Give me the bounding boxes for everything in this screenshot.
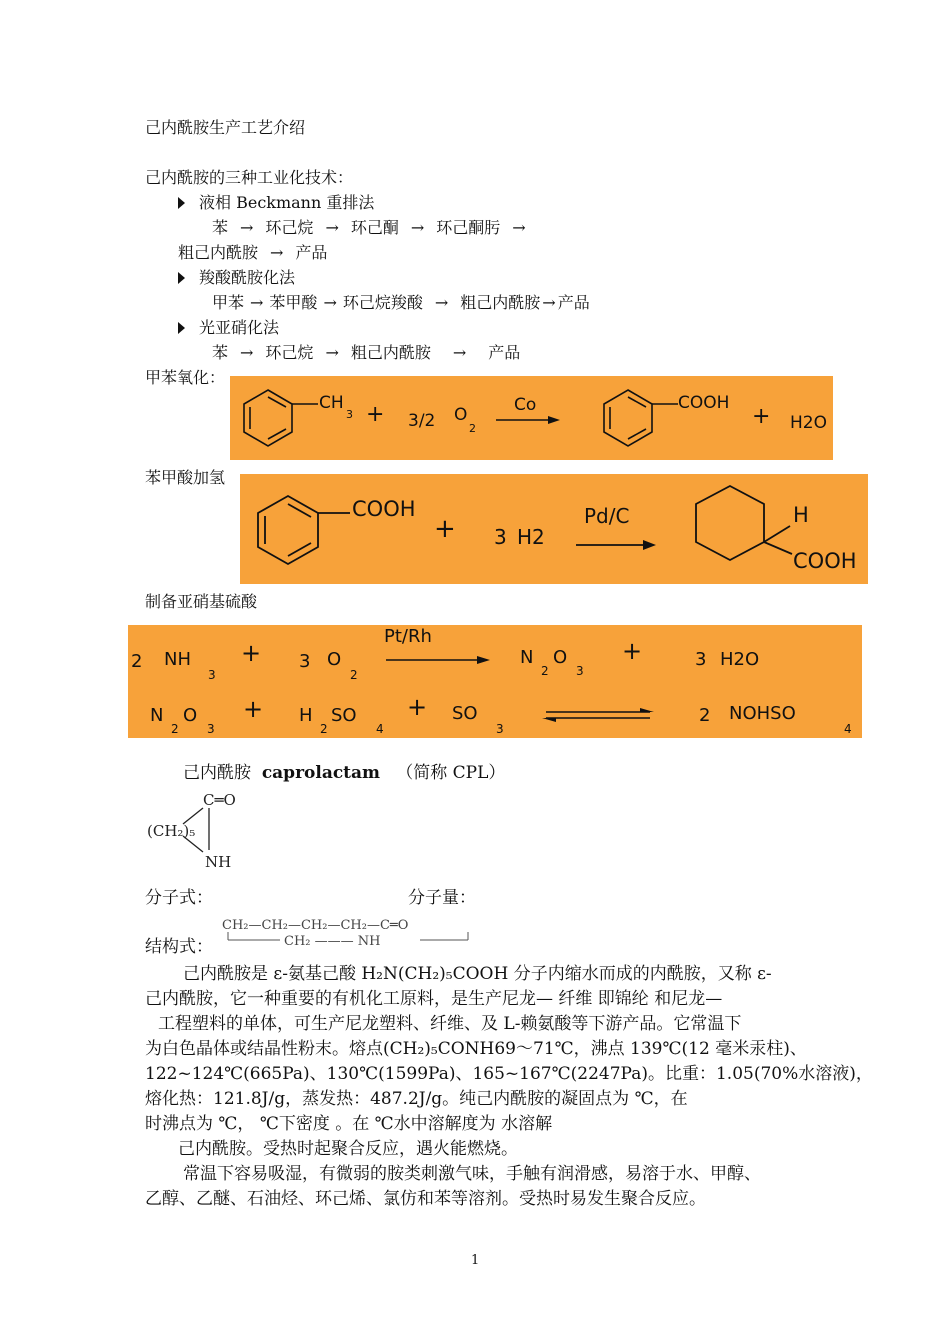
svg-text:SO: SO — [331, 705, 357, 726]
svg-text:SO: SO — [452, 703, 478, 724]
svg-text:3: 3 — [494, 525, 507, 549]
caprolactam-structure-chain — [220, 912, 520, 948]
svg-text:O: O — [327, 649, 342, 670]
reaction-svg-1 — [230, 376, 833, 460]
svg-text:+: + — [752, 404, 771, 429]
svg-text:+: + — [622, 637, 643, 665]
svg-text:H2: H2 — [517, 525, 545, 549]
svg-text:COOH: COOH — [678, 393, 730, 413]
svg-text:+: + — [243, 695, 264, 723]
section-label-hydrogenation: 苯甲酸加氢 — [145, 468, 226, 487]
route-1a: 苯 → 环己烷 → 环己酮 → 环己酮肟 → — [212, 218, 526, 237]
svg-text:4: 4 — [844, 722, 852, 736]
svg-text:3: 3 — [208, 668, 216, 682]
svg-text:2: 2 — [131, 651, 143, 672]
svg-text:2: 2 — [699, 705, 711, 726]
reaction-box-toluene-oxidation — [230, 376, 833, 460]
svg-text:2: 2 — [541, 664, 549, 678]
tech-heading: 己内酰胺的三种工业化技术： — [145, 168, 354, 187]
page-title: 己内酰胺生产工艺介绍 — [145, 118, 306, 137]
svg-text:2: 2 — [320, 722, 328, 736]
svg-text:H: H — [299, 705, 313, 726]
cpl-label: 己内酰胺 caprolactam （简称 CPL） — [183, 763, 506, 783]
svg-text:(CH₂)₅: (CH₂)₅ — [147, 822, 196, 840]
reaction-box-hydrogenation — [240, 474, 868, 584]
svg-text:2: 2 — [350, 668, 358, 682]
svg-text:CH₂—CH₂—CH₂—CH₂—C═O: CH₂—CH₂—CH₂—CH₂—C═O — [222, 918, 409, 933]
svg-text:3: 3 — [299, 651, 311, 672]
reaction-arrow-icon — [477, 656, 490, 664]
svg-text:2: 2 — [469, 422, 476, 435]
svg-text:Co: Co — [514, 395, 537, 415]
molecular-weight-label: 分子量： — [408, 888, 476, 908]
svg-text:Pt/Rh: Pt/Rh — [384, 626, 432, 647]
caprolactam-structure-small — [145, 790, 265, 870]
benzene-ring-icon — [258, 496, 318, 564]
structural-formula-label: 结构式： — [145, 937, 213, 957]
method-item: 羧酸酰胺化法 — [178, 268, 295, 288]
svg-text:COOH: COOH — [793, 549, 857, 573]
molecular-formula-label: 分子式： — [145, 888, 213, 908]
section-label-nitrosyl: 制备亚硝基硫酸 — [145, 592, 258, 611]
para1-line8: 己内酰胺。受热时起聚合反应，遇火能燃烧。 — [178, 1139, 518, 1159]
section-label-toluene: 甲苯氧化： — [145, 368, 226, 387]
svg-text:CH₂ ——— NH: CH₂ ——— NH — [284, 934, 381, 948]
reaction-box-nitrosyl — [128, 625, 862, 738]
svg-text:C═O: C═O — [203, 791, 236, 809]
svg-text:3: 3 — [695, 649, 707, 670]
svg-text:O: O — [183, 705, 198, 726]
benzene-ring-icon — [244, 390, 292, 446]
para1-line1: 己内酰胺是 ε-氨基己酸 H₂N(CH₂)₅COOH 分子内缩水而成的内酰胺，又称 ε- — [183, 964, 772, 984]
svg-text:+: + — [366, 402, 385, 427]
svg-text:NH: NH — [164, 649, 191, 670]
svg-text:+: + — [241, 639, 262, 667]
route-1b: 粗己内酰胺 → 产品 — [178, 243, 328, 262]
reaction-arrow-icon — [548, 416, 560, 424]
para1-line4: 为白色晶体或结晶性粉末。熔点(CH₂)₅CONH69～71℃，沸点 139℃(12 毫米汞柱)、 — [145, 1039, 807, 1059]
para2-line2: 乙醇、乙醚、石油烃、环己烯、氯仿和苯等溶剂。受热时易发生聚合反应。 — [145, 1189, 706, 1209]
reaction-arrow-icon — [643, 540, 656, 550]
reaction-svg-2 — [240, 474, 868, 584]
svg-text:O: O — [454, 405, 468, 425]
benzene-ring-icon — [604, 390, 652, 446]
svg-text:+: + — [407, 693, 428, 721]
equilibrium-arrow-icon — [640, 708, 654, 712]
para1-line3: 工程塑料的单体，可生产尼龙塑料、纤维、及 L-赖氨酸等下游产品。它常温下 — [158, 1014, 742, 1034]
page-number: 1 — [471, 1253, 480, 1268]
route-3: 苯 → 环己烷 → 粗己内酰胺 → 产品 — [212, 343, 521, 362]
svg-text:H: H — [793, 503, 809, 527]
cyclohexane-ring-icon — [696, 486, 764, 560]
svg-text:3: 3 — [207, 722, 215, 736]
svg-text:H2O: H2O — [790, 413, 827, 433]
bullet-triangle-icon — [178, 272, 185, 284]
svg-text:4: 4 — [376, 722, 384, 736]
para1-line6: 熔化热：121.8J/g，蒸发热：487.2J/g。纯己内酰胺的凝固点为 ℃，在 — [145, 1089, 688, 1109]
bullet-triangle-icon — [178, 322, 185, 334]
svg-text:3: 3 — [346, 408, 353, 421]
para1-line2: 己内酰胺，它一种重要的有机化工原料，是生产尼龙— 纤维 即锦纶 和尼龙— — [145, 989, 723, 1009]
svg-text:NH: NH — [205, 853, 232, 870]
svg-text:+: + — [434, 514, 456, 544]
para2-line1: 常温下容易吸湿，有微弱的胺类刺激气味，手触有润滑感，易溶于水、甲醇、 — [183, 1164, 761, 1184]
svg-text:Pd/C: Pd/C — [584, 504, 630, 528]
svg-text:3: 3 — [576, 664, 584, 678]
svg-text:CH: CH — [319, 393, 344, 413]
method-item: 光亚硝化法 — [178, 318, 279, 338]
para1-line7: 时沸点为 ℃， ℃下密度 。在 ℃水中溶解度为 水溶解 — [145, 1114, 553, 1134]
svg-text:3: 3 — [496, 722, 504, 736]
method-item: 液相 Beckmann 重排法 — [178, 193, 374, 213]
svg-text:N: N — [520, 647, 534, 668]
svg-text:2: 2 — [171, 722, 179, 736]
para1-line5: 122~124℃(665Pa)、130℃(1599Pa)、165~167℃(2247Pa)。比重：1.05(70%水溶液)， — [145, 1064, 873, 1084]
svg-text:N: N — [150, 705, 164, 726]
reaction-svg-3 — [128, 625, 862, 738]
svg-text:O: O — [553, 647, 568, 668]
route-2: 甲苯 → 苯甲酸 → 环己烷羧酸 → 粗己内酰胺 → 产品 — [212, 293, 590, 312]
bullet-triangle-icon — [178, 197, 185, 209]
svg-text:3/2: 3/2 — [408, 411, 436, 431]
svg-text:COOH: COOH — [352, 497, 416, 521]
svg-text:H2O: H2O — [720, 649, 760, 670]
svg-text:NOHSO: NOHSO — [729, 703, 796, 724]
